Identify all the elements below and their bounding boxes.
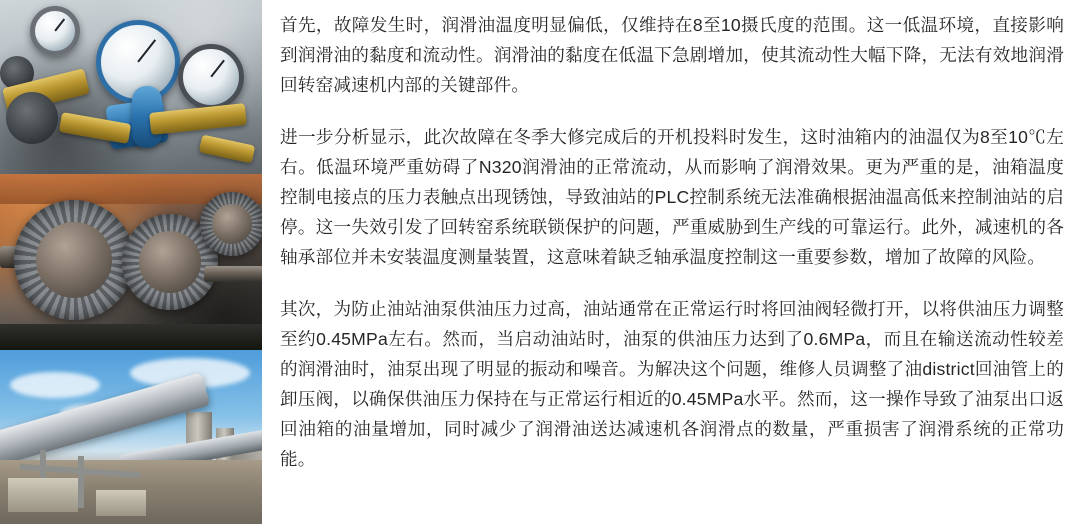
article-body <box>262 0 1080 524</box>
photo-rotary-kiln-plant <box>0 350 262 524</box>
brass-valve-shape-4 <box>199 135 256 164</box>
gear-icon-small <box>200 192 262 256</box>
photo-pressure-gauges <box>0 0 262 174</box>
cloud-shape-1 <box>10 372 100 398</box>
plant-building-1 <box>8 478 78 512</box>
paragraph-1: 首先，故障发生时，润滑油温度明显偏低，仅维持在8至10摄氏度的范围。这一低温环境，直接影响到润滑油的黏度和流动性。润滑油的黏度在低温下急剧增加，使其流动性大幅下降，无法有效地润滑回转窑减速机内部的关键部件。 <box>280 15 1064 95</box>
photo-gearbox-gears <box>0 174 262 350</box>
shadow-band-bottom <box>0 324 262 350</box>
plant-building-2 <box>96 490 146 516</box>
paragraph-3: 其次，为防止油站油泵供油压力过高，油站通常在正常运行时将回油阀轻微打开，以将供油压力调整至约0.45MPa左右。然而，当启动油站时，油泵的供油压力达到了0.6MPa，而且在输送流动性较差的润滑油时，油泵出现了明显的振动和噪音。为解决这个问题，维修人员调整了油district回油管上的卸压阀，以确保供油压力保持在与正常运行相近的0.45MPa水平。然而，这一操作导致了油泵出口返回油箱的油量增加，同时减少了润滑油送达减速机各润滑点的数量，严重损害了润滑系统的正常功能。 <box>280 299 1064 469</box>
image-gallery <box>0 0 262 524</box>
paragraph-2: 进一步分析显示，此次故障在冬季大修完成后的开机投料时发生，这时油箱内的油温仅为8至10℃左右。低温环境严重妨碍了N320润滑油的正常流动，从而影响了润滑效果。更为严重的是，油箱温度控制电接点的压力表触点出现锈蚀，导致油站的PLC控制系统无法准确根据油温高低来控制油站的启停。这一失效引发了回转窑系统联锁保护的问题，严重威胁到生产线的可靠运行。此外，减速机的各轴承部位并未安装温度测量装置，这意味着缺乏轴承温度控制这一重要参数，增加了故障的风险。 <box>280 127 1064 267</box>
pressure-gauge-medium-icon <box>178 44 244 110</box>
support-pipe-2 <box>78 456 84 508</box>
gear-shaft-right <box>204 266 262 282</box>
gear-icon-large <box>14 200 134 320</box>
pressure-gauge-small-icon <box>30 6 80 56</box>
coupling-shape <box>6 92 58 144</box>
